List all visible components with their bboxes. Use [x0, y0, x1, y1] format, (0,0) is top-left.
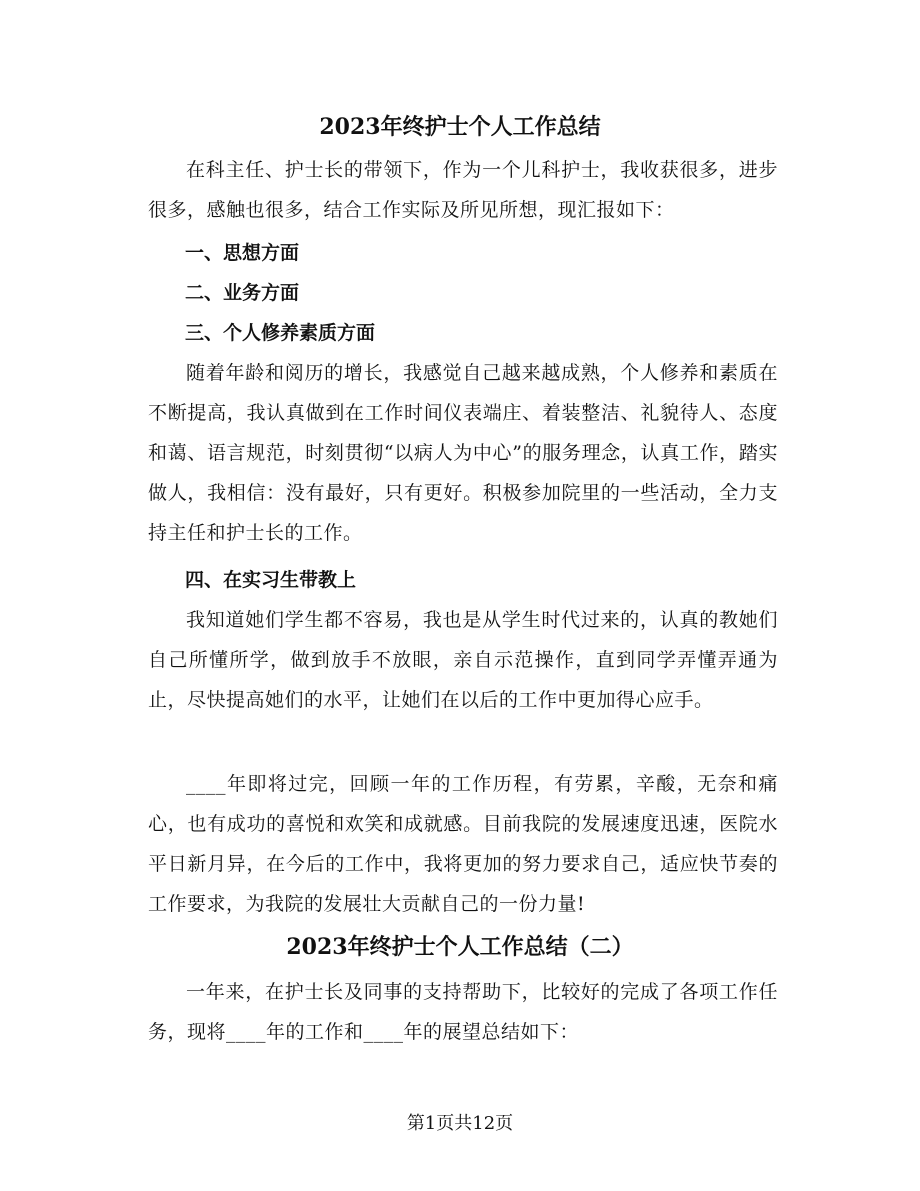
personal-quality-paragraph: 随着年龄和阅历的增长，我感觉自己越来越成熟，个人修养和素质在不断提高，我认真做到在工作时间仪表端庄、着装整洁、礼貌待人、态度和蔼、语言规范，时刻贯彻“以病人为中心”的服务理念，认真工作，踏实做人，我相信：没有最好，只有更好。积极参加院里的一些活动，全力支持主任和护士长的工作。 — [148, 362, 778, 544]
section-heading-business: 二、业务方面 — [185, 282, 300, 304]
section-heading-thought: 一、思想方面 — [185, 242, 300, 264]
page-number-footer: 第1页共12页 — [406, 1113, 514, 1134]
intern-teaching-paragraph: 我知道她们学生都不容易，我也是从学生时代过来的，认真的教她们自己所懂所学，做到放手不放眼，亲自示范操作，直到同学弄懂弄通为止，尽快提高她们的水平，让她们在以后的工作中更加得心应手。 — [148, 609, 778, 711]
document-title: 2023年终护士个人工作总结 — [319, 114, 601, 140]
intro-paragraph: 在科主任、护士长的带领下，作为一个儿科护士，我收获很多，进步很多，感触也很多，结合工作实际及所见所想，现汇报如下： — [148, 159, 778, 221]
part-two-intro-paragraph: 一年来，在护士长及同事的支持帮助下，比较好的完成了各项工作任务，现将____年的工作和____年的展望总结如下： — [148, 981, 778, 1043]
section-heading-intern-teaching: 四、在实习生带教上 — [185, 569, 357, 591]
document-title-part-two: 2023年终护士个人工作总结（二） — [286, 934, 634, 960]
year-summary-paragraph: ____年即将过完，回顾一年的工作历程，有劳累，辛酸，无奈和痛心，也有成功的喜悦和欢笑和成就感。目前我院的发展速度迅速，医院水平日新月异，在今后的工作中，我将更加的努力要求自己，适应快节奏的工作要求，为我院的发展壮大贡献自己的一份力量! — [148, 773, 778, 915]
section-heading-personal: 三、个人修养素质方面 — [185, 322, 376, 344]
